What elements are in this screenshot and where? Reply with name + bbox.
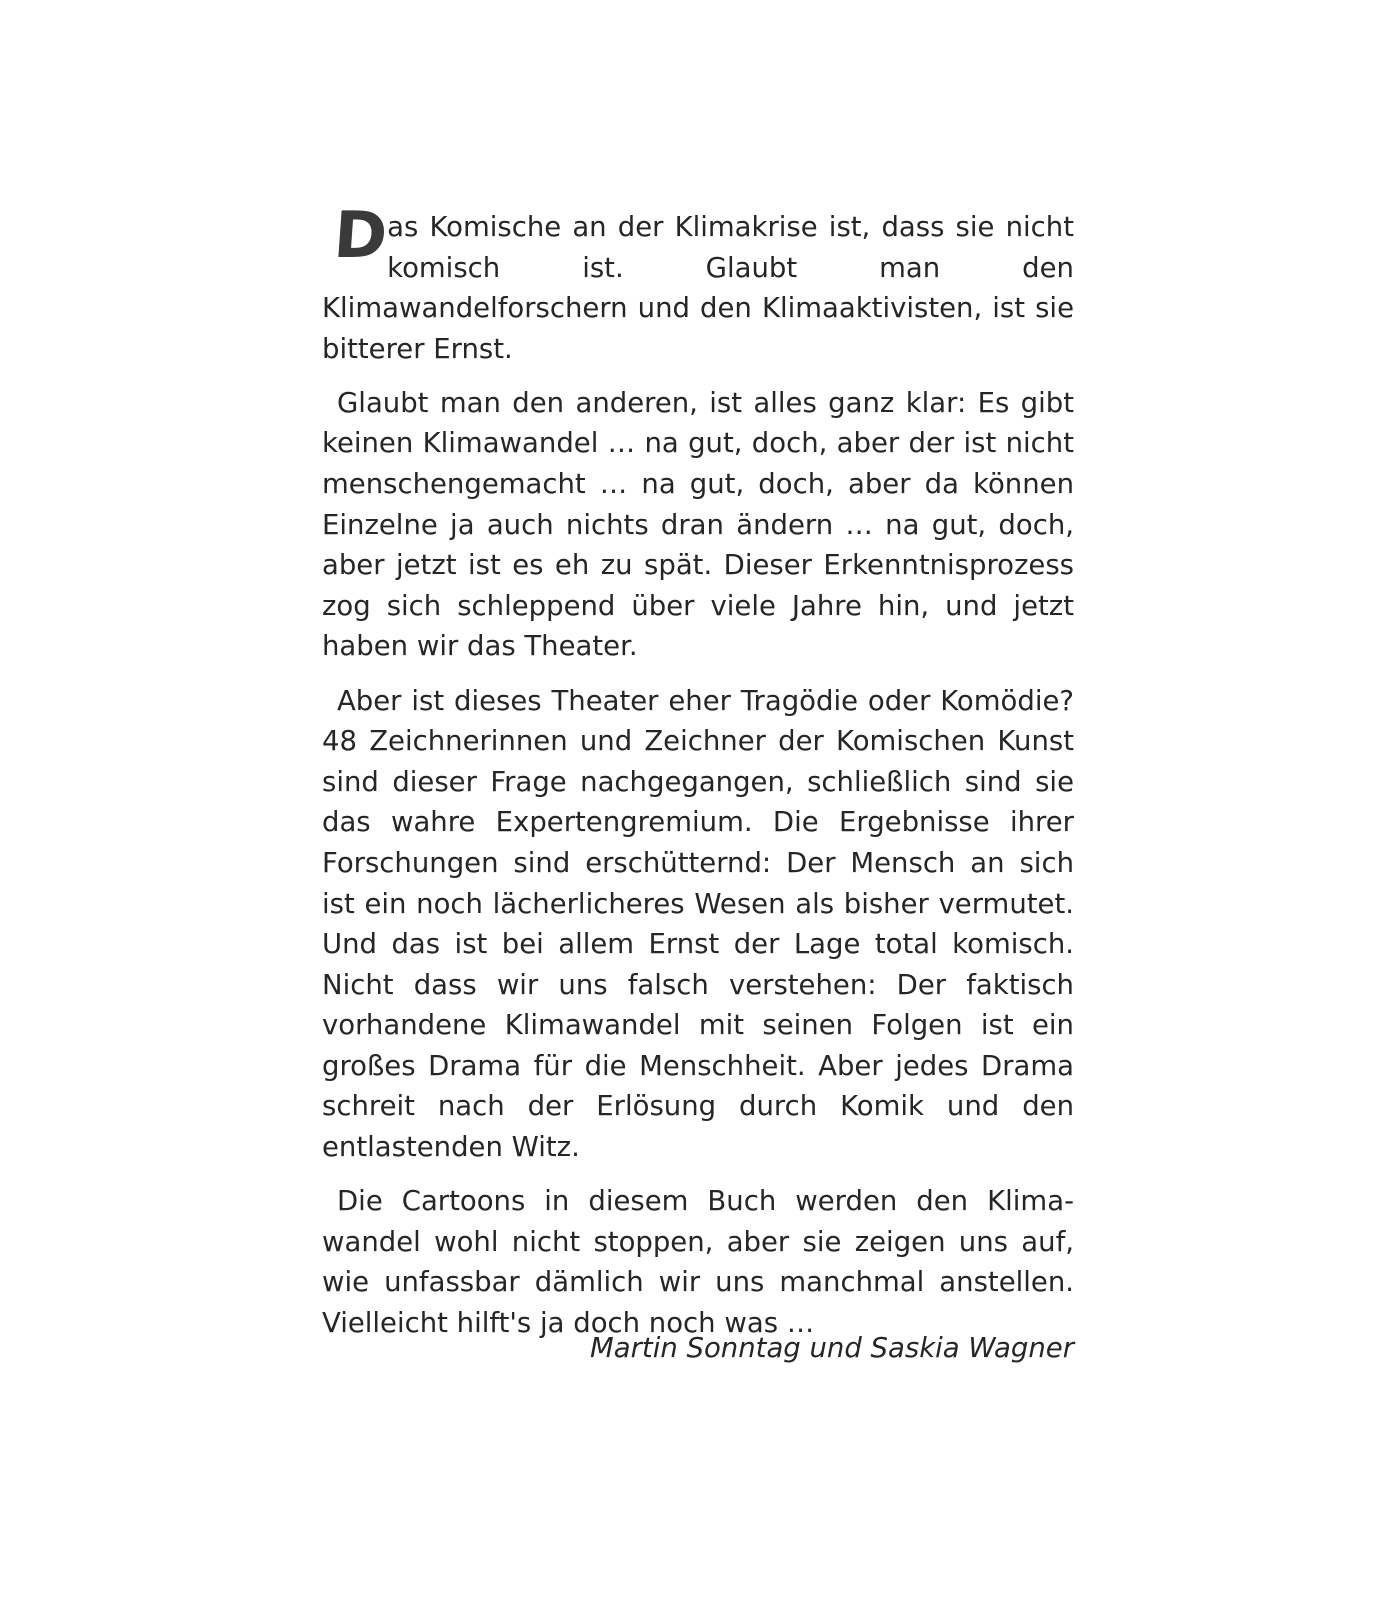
paragraph-1 — [322, 199, 1074, 369]
author-signature: Martin Sonntag und Saskia Wagner — [590, 1332, 1074, 1364]
drop-cap: D — [331, 199, 388, 273]
paragraph-4: Die Cartoons in diesem Buch werden den Klimawandel wohl nicht stoppen, aber sie zeigen uns auf, wie unfassbar dämlich wir uns manchmal anstellen. Vielleicht hilft's ja doch noch was … — [322, 1185, 1074, 1339]
preface-text — [322, 199, 1074, 1357]
paragraph-1-text: as Komische an der Klimakrise ist, dass sie nicht komisch ist. Glaubt man den Klimawandelforschern und den Klimaaktivisten, ist sie bitterer Ernst. — [322, 211, 1074, 365]
paragraph-3: Aber ist dieses Theater eher Tragödie oder Komödie? 48 Zeichnerinnen und Zeichner der Komischen Kunst sind dieser Frage nachgegangen, schließlich sind sie das wahre Expertengremium. Die Ergebnisse ihrer Forschungen sind erschütternd: Der Mensch an sich ist ein noch lächerlicheres Wesen als bisher vermutet. Und das ist bei allem Ernst der Lage total komisch. Nicht dass wir uns falsch verstehen: Der faktisch vorhandene Klimawandel mit seinen Folgen ist ein großes Drama für die Menschheit. Aber jedes Drama schreit nach der Erlösung durch Komik und den entlastenden Witz. — [322, 684, 1074, 1164]
paragraph-2: Glaubt man den anderen, ist alles ganz klar: Es gibt keinen Klimawandel … na gut, doch, aber der ist nicht menschengemacht … na gut, doch, aber da können Einzelne ja auch nichts dran ändern … na gut, doch, aber jetzt ist es eh zu spät. Dieser Erkenntnisprozess zog sich schleppend über viele Jahre hin, und jetzt haben wir das Theater. — [322, 386, 1074, 663]
